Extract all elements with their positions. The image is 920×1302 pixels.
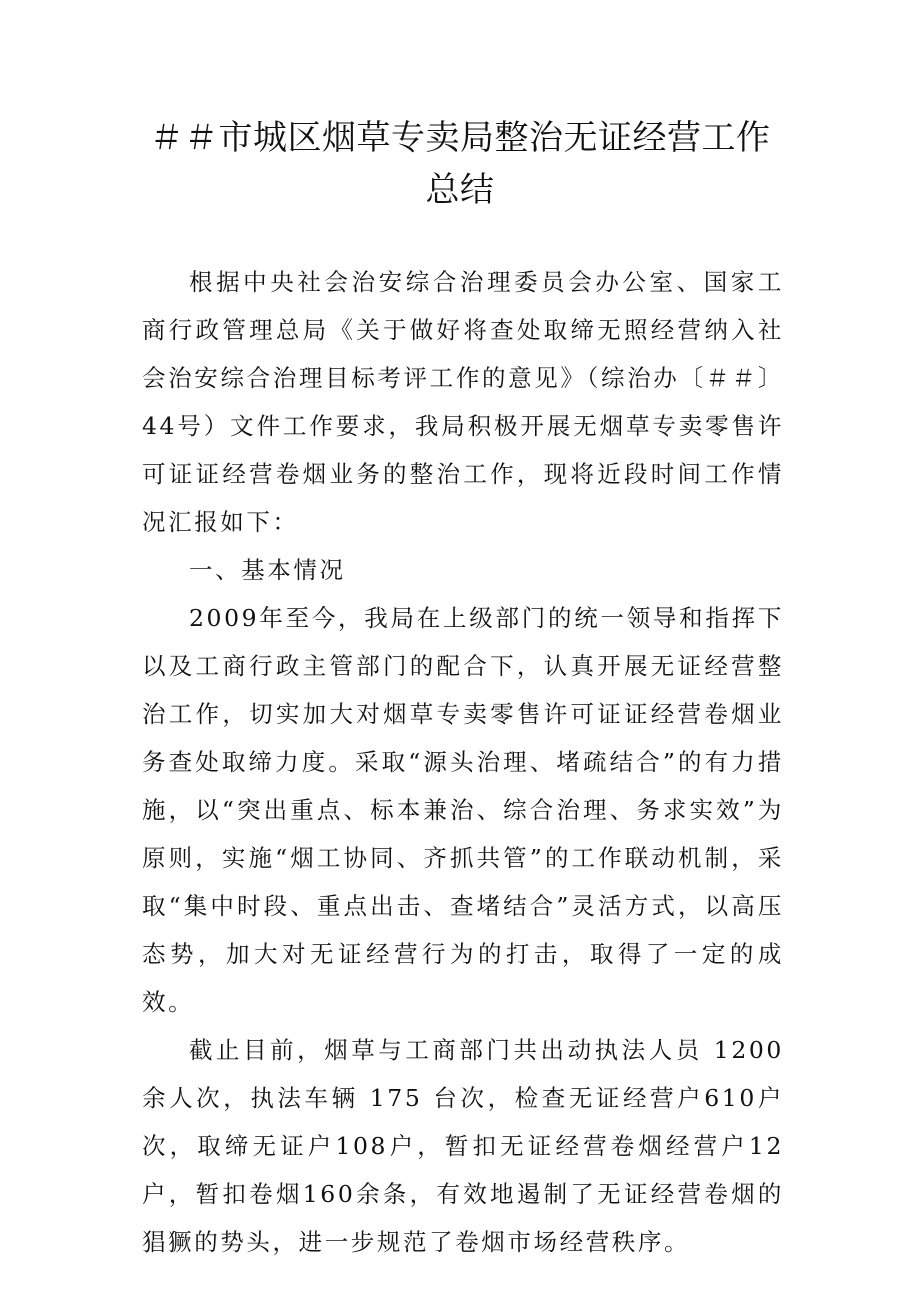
paragraph-intro: 根据中央社会治安综合治理委员会办公室、国家工商行政管理总局《关于做好将查处取缔无照经营纳入社会治安综合治理目标考评工作的意见》（综治办〔＃＃〕44号）文件工作要求，我局积极开展无烟草专卖零售许可证证经营卷烟业务的整治工作，现将近段时间工作情况汇报如下：: [142, 268, 784, 536]
document-body: [142, 258, 784, 1266]
paragraph-basic-situation: 2009年至今，我局在上级部门的统一领导和指挥下以及工商行政主管部门的配合下，认真开展无证经营整治工作，切实加大对烟草专卖零售许可证证经营卷烟业务查处取缔力度。采取“源头治理、堵疏结合”的有力措施，以“突出重点、标本兼治、综合治理、务求实效”为原则，实施“烟工协同、齐抓共管”的工作联动机制，采取“集中时段、重点出击、查堵结合”灵活方式，以高压态势，加大对无证经营行为的打击，取得了一定的成效。: [142, 604, 784, 1016]
document-title: ＃＃市城区烟草专卖局整治无证经营工作总结: [149, 118, 771, 210]
section-heading-basic-situation: 一、基本情况: [189, 556, 346, 584]
paragraph-results: 截止目前，烟草与工商部门共出动执法人员 1200 余人次，执法车辆 175 台次，检查无证经营户610户次，取缔无证户108户，暂扣无证经营卷烟经营户12户，暂扣卷烟160余条，有效地遏制了无证经营卷烟的猖獗的势头，进一步规范了卷烟市场经营秩序。: [142, 1036, 784, 1256]
